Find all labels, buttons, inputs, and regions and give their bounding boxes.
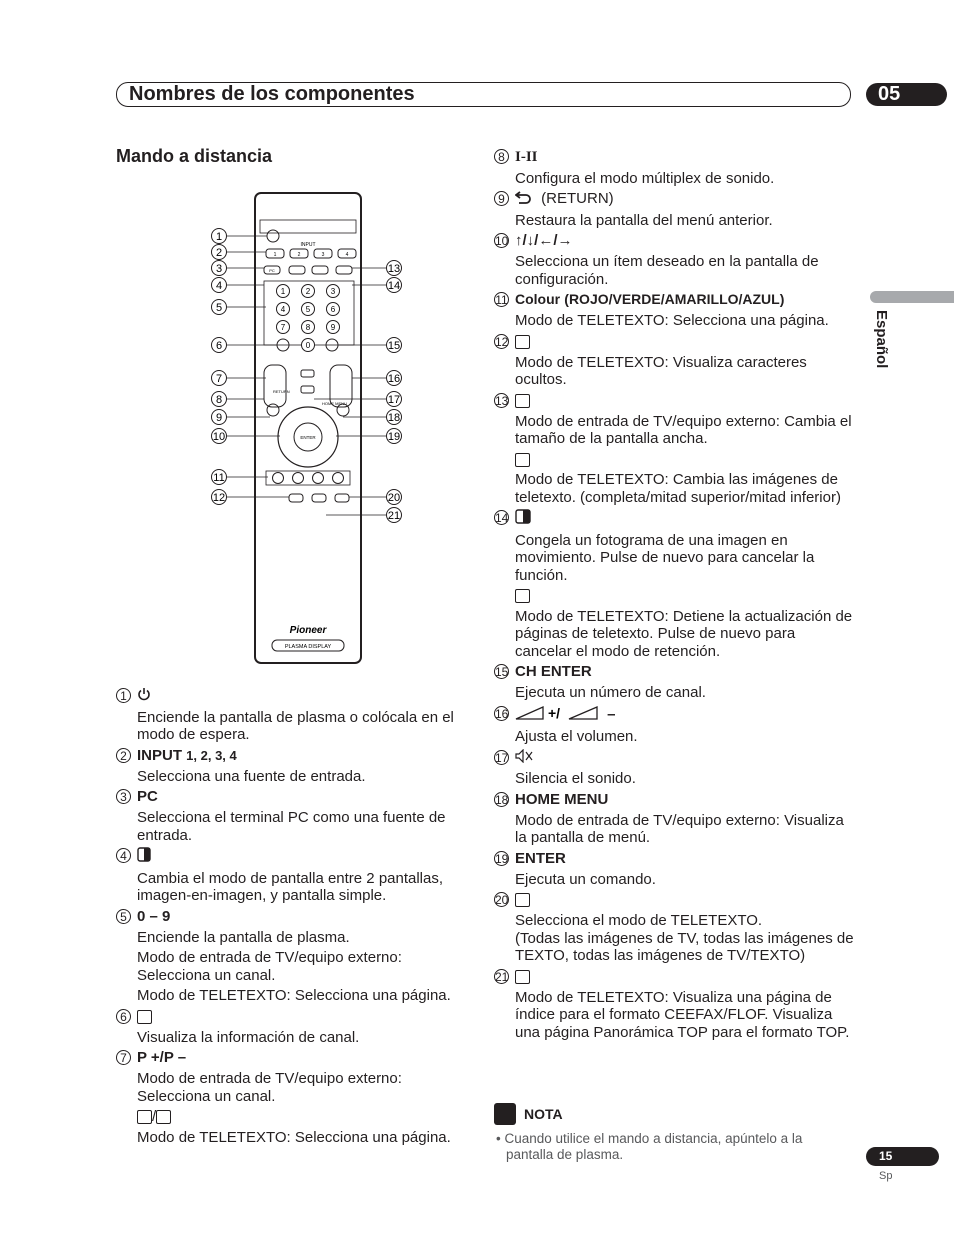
callout-right-20 <box>387 490 402 505</box>
item-10-desc: Selecciona un ítem deseado en la pantalla de configuración. <box>515 253 819 288</box>
callout-left-12 <box>212 490 227 505</box>
item-number: 7 <box>116 1050 131 1065</box>
item-16 <box>494 705 854 726</box>
item-number: 1 <box>116 688 131 703</box>
svg-text:14: 14 <box>387 280 401 292</box>
svg-text:15: 15 <box>387 340 401 352</box>
arrows-icon: ↑/↓/←/→ <box>515 232 573 249</box>
right-column <box>494 145 854 1044</box>
svg-text:5: 5 <box>215 302 223 314</box>
item-1 <box>116 687 476 706</box>
item-3 <box>116 788 476 806</box>
digit-1-button <box>277 285 290 298</box>
svg-text:7: 7 <box>280 323 286 332</box>
split-screen-icon <box>137 847 151 867</box>
size-icon <box>515 453 530 467</box>
item-5-desc: Enciende la pantalla de plasma. Modo de entrada de TV/equipo externo: Selecciona un canal. Modo de TELETEXTO: Selecciona una página. <box>137 928 451 1004</box>
item-2 <box>116 747 476 765</box>
svg-text:5: 5 <box>305 305 311 314</box>
item-6 <box>116 1008 476 1026</box>
svg-text:17: 17 <box>387 394 401 406</box>
item-9 <box>494 190 854 209</box>
chapter-number: 05 <box>866 83 947 106</box>
item-16-desc: Ajusta el volumen. <box>515 728 638 745</box>
item-label: 0 – 9 <box>137 907 171 925</box>
item-17 <box>494 749 854 768</box>
item-number: 8 <box>494 149 509 164</box>
item-21-desc: Modo de TELETEXTO: Visualiza una página de índice para el formato CEEFAX/FLOF. Visualiza una página Panorámica TOP para el formato TOP. <box>515 988 850 1041</box>
svg-text:11: 11 <box>213 472 225 484</box>
callout-left-9 <box>212 410 227 425</box>
item-14-desc: Congela un fotograma de una imagen en movimiento. Pulse de nuevo para cancelar la función. <box>515 531 815 584</box>
callout-left-6 <box>212 338 227 353</box>
item-4-desc: Cambia el modo de pantalla entre 2 pantallas, imagen-en-imagen, y pantalla simple. <box>137 869 444 904</box>
svg-text:3: 3 <box>330 287 336 296</box>
svg-text:8: 8 <box>305 323 311 332</box>
svg-text:9: 9 <box>215 412 223 424</box>
item-number: 20 <box>495 893 509 907</box>
item-6-desc: Visualiza la información de canal. <box>137 1028 360 1046</box>
teletext-icon <box>515 891 530 909</box>
header-bar <box>116 82 851 107</box>
volume-minus: – <box>607 705 616 723</box>
note-box <box>494 1103 844 1163</box>
input-4-text: 4 <box>345 252 349 258</box>
item-number: 21 <box>495 969 509 984</box>
item-12 <box>494 333 854 351</box>
page-down-icon <box>156 1110 171 1124</box>
item-15-desc: Ejecuta un número de canal. <box>515 684 706 701</box>
enter-text: ENTER <box>300 435 316 440</box>
reveal-icon <box>515 333 530 351</box>
item-label: Colour <box>515 291 561 307</box>
remote-svg <box>200 190 420 665</box>
item-label: P +/P – <box>137 1049 187 1066</box>
digit-3-button <box>327 285 340 298</box>
digit-4-button <box>277 303 290 316</box>
callout-right-17 <box>387 392 402 407</box>
item-number: 4 <box>116 848 131 863</box>
input-1-text: 1 <box>273 252 277 258</box>
item-19-desc: Ejecuta un comando. <box>515 870 656 888</box>
return-icon <box>515 190 533 209</box>
item-number: 10 <box>495 234 509 248</box>
callout-left-2 <box>212 245 227 260</box>
svg-text:20: 20 <box>387 492 401 504</box>
svg-text:1: 1 <box>215 231 223 243</box>
callout-right-14 <box>387 278 402 293</box>
freeze-icon <box>515 509 531 529</box>
svg-text:8: 8 <box>215 394 223 406</box>
colour-key-2 <box>293 473 304 484</box>
input-label: INPUT <box>300 242 316 248</box>
callout-left-4 <box>212 278 227 293</box>
item-9-desc: Restaura la pantalla del menú anterior. <box>515 211 773 229</box>
info-icon <box>137 1008 152 1026</box>
page-language: Sp <box>879 1170 893 1182</box>
home-menu-text: HOME MENU <box>322 401 347 406</box>
item-number: 16 <box>495 706 509 721</box>
note-title: NOTA <box>524 1106 563 1122</box>
language-tab <box>870 291 954 303</box>
item-2-desc: Selecciona una fuente de entrada. <box>137 767 366 785</box>
item-15 <box>494 663 854 681</box>
remote-illustration <box>200 190 420 665</box>
svg-text:4: 4 <box>215 280 223 292</box>
digit-6-button <box>327 303 340 316</box>
page-up-icon <box>137 1110 152 1124</box>
item-number: 5 <box>116 909 131 924</box>
input-3-text: 3 <box>321 252 325 258</box>
svg-text:0: 0 <box>305 341 311 350</box>
item-number: 14 <box>495 511 509 525</box>
pencil-icon <box>494 1103 516 1125</box>
callout-right-15 <box>387 338 402 353</box>
colour-key-1 <box>273 473 284 484</box>
item-8 <box>494 148 854 167</box>
digit-7-button <box>277 321 290 334</box>
callout-right-18 <box>387 410 402 425</box>
svg-text:16: 16 <box>387 373 401 385</box>
svg-text:2: 2 <box>215 247 223 259</box>
item-number: 19 <box>495 851 509 866</box>
item-label: HOME MENU <box>515 790 609 808</box>
item-7 <box>116 1049 476 1067</box>
page-number: 15 <box>866 1147 939 1166</box>
callout-left-8 <box>212 392 227 407</box>
digit-0-button <box>302 339 315 352</box>
item-4 <box>116 847 476 867</box>
item-number: 12 <box>495 334 509 349</box>
svg-text:1: 1 <box>280 287 286 296</box>
item-label-suffix: 1, 2, 3, 4 <box>186 747 237 763</box>
callout-left-1 <box>212 229 227 244</box>
callout-right-21 <box>387 508 402 523</box>
item-7-icons: / <box>116 1108 476 1126</box>
callout-left-5 <box>212 300 227 315</box>
svg-text:10: 10 <box>212 431 226 443</box>
digit-2-button <box>302 285 315 298</box>
item-21 <box>494 968 854 986</box>
item-number: 15 <box>495 665 509 679</box>
colour-key-4 <box>333 473 344 484</box>
item-11 <box>494 291 854 309</box>
item-14 <box>494 509 854 529</box>
item-5 <box>116 908 476 926</box>
svg-text:9: 9 <box>330 323 336 332</box>
item-20 <box>494 891 854 909</box>
callout-left-3 <box>212 261 227 276</box>
left-column <box>116 684 476 1149</box>
item-number: 6 <box>116 1009 131 1024</box>
item-number: 13 <box>495 393 509 408</box>
item-18-desc: Modo de entrada de TV/equipo externo: Visualiza la pantalla de menú. <box>515 811 844 846</box>
hold-icon <box>515 589 530 603</box>
callout-left-11 <box>212 470 227 485</box>
index-icon <box>515 968 530 986</box>
item-label: ENTER <box>515 849 566 867</box>
svg-text:+/: +/ <box>548 704 561 721</box>
item-1-desc: Enciende la pantalla de plasma o colócala en el modo de espera. <box>137 708 454 743</box>
item-3-desc: Selecciona el terminal PC como una fuente de entrada. <box>137 809 446 844</box>
item-label: (RETURN) <box>541 190 614 208</box>
svg-text:19: 19 <box>387 431 401 443</box>
input-2-text: 2 <box>297 252 301 258</box>
remote-body <box>255 193 361 663</box>
wide-icon <box>515 392 530 410</box>
item-8-desc: Configura el modo múltiplex de sonido. <box>515 169 775 187</box>
section-title: Mando a distancia <box>116 146 273 166</box>
item-11-desc: Modo de TELETEXTO: Selecciona una página. <box>515 312 829 329</box>
svg-text:3: 3 <box>215 263 223 275</box>
item-label-suffix: (ROJO/VERDE/AMARILLO/AZUL) <box>564 291 785 307</box>
note-text: • Cuando utilice el mando a distancia, apúntelo a la pantalla de plasma. <box>496 1131 803 1162</box>
callout-right-13 <box>387 261 402 276</box>
item-label: CH ENTER <box>515 663 592 680</box>
item-7-desc: Modo de entrada de TV/equipo externo: Selecciona un canal. <box>137 1070 402 1105</box>
item-14-icon2 <box>494 587 854 605</box>
svg-text:18: 18 <box>387 412 401 424</box>
callouts-left <box>212 229 227 505</box>
item-label: INPUT <box>137 746 182 764</box>
item-13 <box>494 392 854 410</box>
svg-text:4: 4 <box>280 305 286 314</box>
item-number: 11 <box>495 293 508 307</box>
item-number: 17 <box>495 750 509 765</box>
model-text: PLASMA DISPLAY <box>284 644 332 650</box>
item-14-desc2: Modo de TELETEXTO: Detiene la actualización de páginas de teletexto. Pulse de nuevo para cancelar el modo de retención. <box>515 607 853 660</box>
item-13-icon2 <box>494 451 854 469</box>
item-13-desc2: Modo de TELETEXTO: Cambia las imágenes de teletexto. (completa/mitad superior/mitad inferior) <box>515 471 841 506</box>
item-20-desc: Selecciona el modo de TELETEXTO. (Todas las imágenes de TV, todas las imágenes de TEXTO, todas las imágenes de TV/TEXTO) <box>515 912 854 964</box>
language-label: Español <box>873 310 890 369</box>
callouts-right <box>387 261 402 523</box>
item-17-desc: Silencia el sonido. <box>515 770 636 787</box>
svg-text:13: 13 <box>387 263 401 275</box>
callout-left-7 <box>212 371 227 386</box>
item-12-desc: Modo de TELETEXTO: Visualiza caracteres ocultos. <box>515 353 807 388</box>
volume-icon <box>515 705 599 726</box>
item-number: 3 <box>116 789 131 804</box>
digit-8-button <box>302 321 315 334</box>
svg-text:6: 6 <box>330 305 336 314</box>
item-number: 9 <box>494 191 509 206</box>
item-number: 2 <box>116 748 131 763</box>
page-title: Nombres de los componentes <box>129 83 415 105</box>
colour-key-3 <box>313 473 324 484</box>
svg-text:7: 7 <box>215 373 223 385</box>
callout-right-19 <box>387 429 402 444</box>
item-18 <box>494 791 854 809</box>
digit-9-button <box>327 321 340 334</box>
svg-text:6: 6 <box>215 340 223 352</box>
mute-icon <box>515 749 533 768</box>
item-label: PC <box>137 788 158 805</box>
item-label: I-II <box>515 149 538 165</box>
item-10 <box>494 232 854 250</box>
item-13-desc: Modo de entrada de TV/equipo externo: Cambia el tamaño de la pantalla ancha. <box>515 412 852 447</box>
item-19 <box>494 850 854 868</box>
pc-text: PC <box>269 268 275 273</box>
callout-left-10 <box>212 429 227 444</box>
brand-logo: Pioneer <box>289 625 327 636</box>
svg-text:2: 2 <box>305 287 311 296</box>
callout-right-16 <box>387 371 402 386</box>
item-7-desc2: Modo de TELETEXTO: Selecciona una página. <box>137 1128 451 1146</box>
return-text: RETURN <box>273 389 290 394</box>
svg-text:21: 21 <box>387 510 401 522</box>
digit-5-button <box>302 303 315 316</box>
svg-text:12: 12 <box>212 492 226 504</box>
item-number: 18 <box>495 792 509 807</box>
power-icon <box>137 687 151 706</box>
